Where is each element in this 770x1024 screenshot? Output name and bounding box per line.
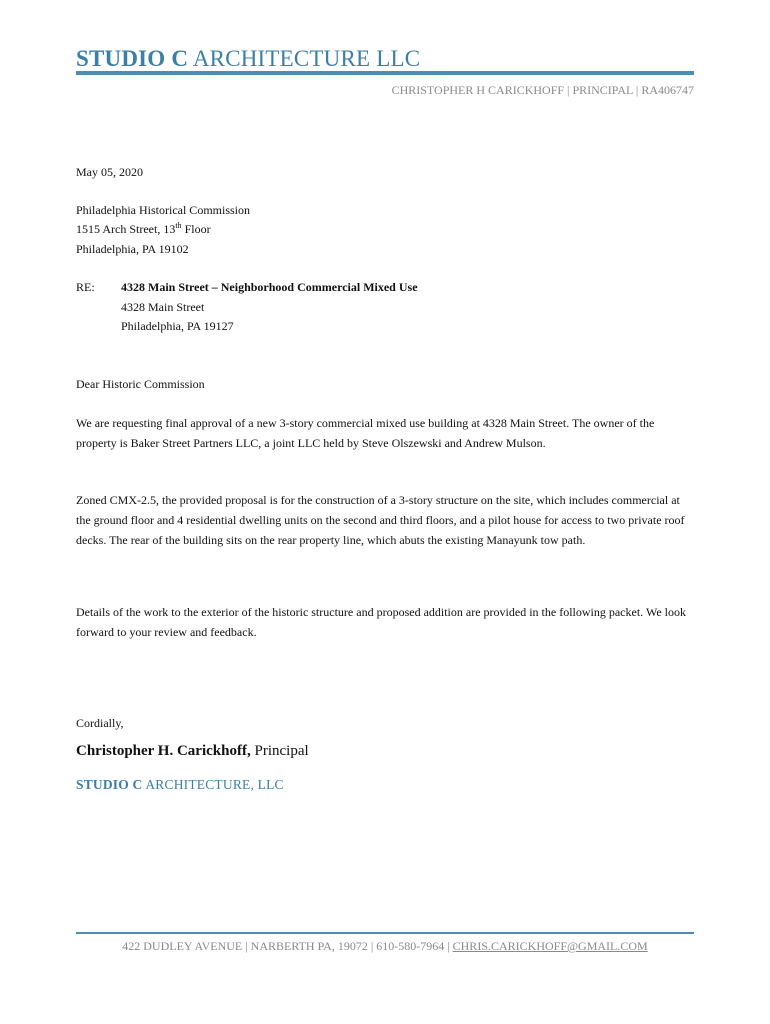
footer-email-link[interactable]: CHRIS.CARICKHOFF@GMAIL.COM — [452, 939, 648, 953]
re-city: Philadelphia, PA 19127 — [121, 319, 234, 333]
salutation: Dear Historic Commission — [76, 377, 205, 391]
body-paragraph-1: We are requesting final approval of a new 3-story commercial mixed use building at 4328 Main Street. The owner of the property is Baker Street Partners LLC, a joint LLC held by Steve Olszewski and Andrew Mulson. — [76, 416, 655, 450]
recipient-street-prefix: 1515 Arch Street, 13 — [76, 222, 176, 236]
recipient-street — [76, 220, 211, 240]
recipient-city: Philadelphia, PA 19102 — [76, 242, 189, 256]
letterhead-subtitle: CHRISTOPHER H CARICKHOFF | PRINCIPAL | RA406747 — [391, 83, 694, 97]
letterhead-firm-rest: ARCHITECTURE LLC — [188, 46, 421, 71]
letter-date: May 05, 2020 — [76, 165, 143, 179]
closing: Cordially, — [76, 716, 124, 730]
re-label: RE: — [76, 280, 95, 294]
signature-name-bold: Christopher H. Carickhoff, — [76, 743, 251, 759]
letterhead-rule — [76, 71, 694, 75]
signature-title: Principal — [250, 743, 309, 759]
recipient-name: Philadelphia Historical Commission — [76, 203, 250, 217]
recipient-street-suffix: Floor — [181, 222, 211, 236]
signature-name — [76, 743, 309, 760]
signature-firm — [76, 777, 284, 793]
footer-address: 422 DUDLEY AVENUE | NARBERTH PA, 19072 | 610-580-7964 | — [122, 939, 453, 953]
letterhead-firm-bold: STUDIO C — [76, 46, 189, 71]
footer — [76, 939, 694, 954]
letterhead-title — [76, 46, 420, 72]
footer-rule — [76, 932, 694, 934]
re-address: 4328 Main Street — [121, 299, 205, 314]
signature-firm-bold: STUDIO C — [76, 777, 143, 792]
re-block — [121, 278, 418, 337]
body-paragraph-3: Details of the work to the exterior of the historic structure and proposed addition are provided in the following packet. We look forward to your review and feedback. — [76, 605, 686, 639]
recipient-street-sup: th — [175, 221, 182, 230]
re-title: 4328 Main Street – Neighborhood Commercial Mixed Use — [121, 280, 418, 294]
signature-firm-rest: ARCHITECTURE, LLC — [142, 777, 284, 792]
body-paragraph-2: Zoned CMX-2.5, the provided proposal is for the construction of a 3-story structure on the site, which includes commercial at the ground floor and 4 residential dwelling units on the second and third floors, and a pilot house for access to two private roof decks. The rear of the building sits on the rear property line, which abuts the existing Manayunk tow path. — [76, 493, 685, 547]
